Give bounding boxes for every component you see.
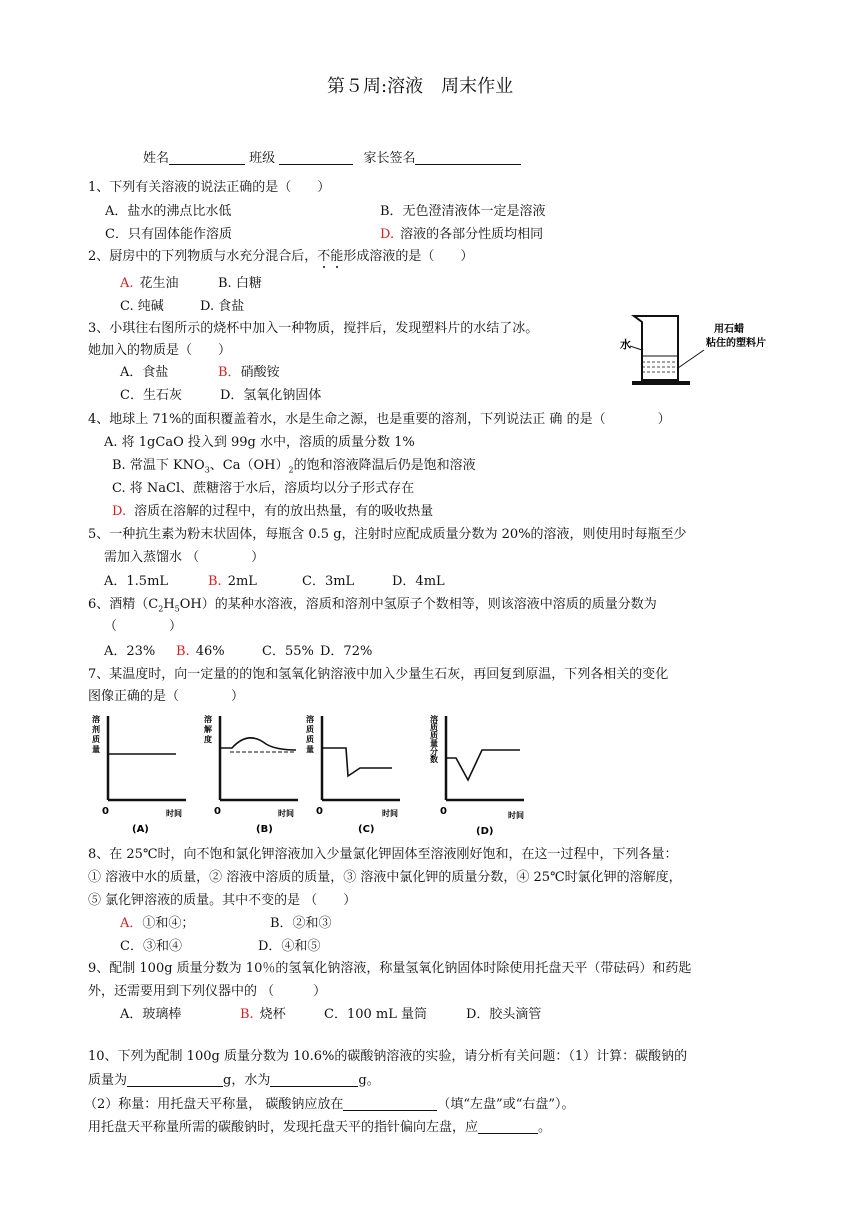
beaker-figure bbox=[612, 312, 790, 392]
name-label: 姓名 bbox=[143, 151, 170, 166]
plastic-sheet bbox=[632, 381, 690, 385]
q9-option-a: A．玻璃棒 bbox=[120, 1007, 182, 1022]
ylabel-char: 溶 bbox=[306, 715, 314, 724]
q10-stem-line1: 10、下列为配制 100g 质量分数为 10.6%的碳酸钠溶液的实验，请分析有关问题：（1）计算：碳酸钠的 bbox=[88, 1049, 688, 1064]
q8-option-d: D．④和⑤ bbox=[258, 939, 321, 954]
graph-d-origin: 0 bbox=[440, 806, 447, 817]
q3-stem-line2: 她加入的物质是（ ） bbox=[88, 343, 232, 358]
q4-b-sub2: 2 bbox=[288, 465, 294, 475]
name-blank[interactable] bbox=[169, 152, 245, 165]
graph-a-caption: (A) bbox=[132, 824, 149, 835]
q6-mid: H bbox=[163, 597, 175, 612]
q4-option-d bbox=[112, 505, 433, 518]
q10-line3 bbox=[84, 1098, 575, 1111]
class-blank[interactable] bbox=[279, 152, 353, 165]
q5-stem-line1: 5、一种抗生素为粉末状固体，每瓶含 0.5 g，注射时应配成质量分数为 20%的溶液，则使用时每瓶至少 bbox=[88, 527, 687, 542]
graph-a-origin: 0 bbox=[102, 806, 109, 817]
q10-l2b: g，水为 bbox=[223, 1073, 271, 1088]
ylabel-char: 度 bbox=[204, 735, 212, 744]
graph-c-origin: 0 bbox=[316, 806, 323, 817]
q1-option-c: C．只有固体能作溶质 bbox=[105, 227, 232, 242]
graph-a-xlabel: 时间 bbox=[166, 809, 182, 818]
q3-option-d: D．氢氧化钠固体 bbox=[220, 388, 322, 403]
ylabel-char: 质 bbox=[430, 723, 438, 732]
q6-pre: 6、酒精（C bbox=[88, 597, 159, 612]
fig-water-label: 水 bbox=[620, 338, 631, 351]
q1-option-b: B．无色澄清液体一定是溶液 bbox=[380, 204, 546, 219]
beaker-outline bbox=[634, 316, 678, 380]
q5-option-a: A．1.5mL bbox=[104, 574, 169, 589]
q9-answer-mark: B. bbox=[240, 1007, 254, 1022]
q7-stem-line2: 图像正确的是（ ） bbox=[88, 689, 245, 704]
q2-option-a-text: 花生油 bbox=[139, 276, 179, 291]
q6-option-b-text: 46% bbox=[195, 644, 225, 659]
sodium-carbonate-mass-blank[interactable] bbox=[127, 1074, 223, 1087]
page-title: 第５周:溶液 周末作业 bbox=[327, 76, 514, 97]
q6-option-d: D．72% bbox=[320, 644, 373, 659]
q10-l4a: 用托盘天平称量所需的碳酸钠时，发现托盘天平的指针偏向左盘，应 bbox=[88, 1120, 479, 1135]
q5-option-d: D．4mL bbox=[392, 574, 445, 589]
q8-stem-line2: ① 溶液中水的质量，② 溶液中溶质的质量，③ 溶液中氯化钾的质量分数，④ 25℃时氯化钾的溶解度， bbox=[88, 870, 682, 885]
q8-answer-mark: A． bbox=[120, 916, 143, 931]
q4-b-sub1: 3 bbox=[204, 465, 210, 475]
q9-option-c: C．100 mL 量筒 bbox=[324, 1007, 427, 1022]
q10-l3b: （填“左盘”或“右盘”）。 bbox=[437, 1097, 575, 1112]
q9-option-b-text: 烧杯 bbox=[259, 1007, 286, 1022]
graph-b-origin: 0 bbox=[214, 806, 221, 817]
graph-d bbox=[429, 714, 524, 837]
q2-stem-a: 2、厨房中的下列物质与水充分混合后， bbox=[88, 249, 318, 264]
q1-option-d-text: 溶液的各部分性质均相同 bbox=[400, 227, 544, 242]
q6-post: OH）的某种水溶液，溶质和溶剂中氢原子个数相等，则该溶液中溶质的质量分数为 bbox=[179, 597, 657, 612]
q5-option-b bbox=[208, 575, 257, 588]
q8-stem-line1: 8、在 25℃时，向不饱和氯化钾溶液加入少量氯化钾固体至溶液刚好饱和，在这一过程中，下列各量： bbox=[88, 847, 678, 862]
water-mass-blank[interactable] bbox=[270, 1074, 358, 1087]
q7-stem-line1: 7、某温度时，向一定量的的饱和氢氧化钠溶液中加入少量生石灰，再回复到原温，下列各相关的变化 bbox=[88, 667, 669, 682]
graph-b-ylabel bbox=[204, 714, 212, 744]
ylabel-char: 溶 bbox=[430, 715, 438, 724]
q9-stem-line2: 外，还需要用到下列仪器中的 （ ） bbox=[88, 984, 327, 999]
ylabel-char: 数 bbox=[430, 755, 438, 764]
q4-option-c: C. 将 NaCl、蔗糖溶于水后，溶质均以分子形式存在 bbox=[112, 481, 415, 496]
ylabel-char: 质 bbox=[92, 735, 100, 744]
q10-line2 bbox=[88, 1074, 380, 1087]
ylabel-char: 剂 bbox=[92, 725, 100, 734]
q2-option-d: D. 食盐 bbox=[200, 299, 245, 314]
graph-b-caption: (B) bbox=[256, 824, 273, 835]
graph-d-ylabel bbox=[429, 714, 438, 764]
adjustment-blank[interactable] bbox=[478, 1121, 538, 1134]
graph-b-xlabel: 时间 bbox=[278, 809, 294, 818]
q8-option-a-text: ①和④； bbox=[142, 916, 195, 931]
q9-option-b bbox=[240, 1008, 286, 1021]
ylabel-char: 解 bbox=[204, 725, 212, 734]
graph-d-curve bbox=[446, 750, 520, 780]
q10-l2c: g。 bbox=[358, 1073, 380, 1088]
q2-emphasis-2: 能 bbox=[330, 249, 344, 264]
q5-option-b-text: 2mL bbox=[227, 574, 257, 589]
ylabel-char: 质 bbox=[306, 735, 314, 744]
q4-option-b bbox=[112, 459, 476, 475]
q6-stem-line1 bbox=[88, 598, 657, 614]
q2-option-b: B. 白糖 bbox=[218, 276, 262, 291]
q3-option-c: C．生石灰 bbox=[120, 388, 182, 403]
q4-b-post: 的饱和溶液降温后仍是饱和溶液 bbox=[293, 458, 476, 473]
q5-option-c: C．3mL bbox=[302, 574, 355, 589]
q4-option-a: A. 将 1gCaO 投入到 99g 水中，溶质的质量分数 1% bbox=[104, 435, 415, 450]
q10-line4 bbox=[88, 1121, 551, 1134]
q6-option-c: C．55% bbox=[262, 644, 314, 659]
ylabel-char: 溶 bbox=[92, 715, 100, 724]
ylabel-char: 分 bbox=[430, 747, 438, 756]
ylabel-char: 质 bbox=[430, 731, 438, 740]
graph-a-ylabel bbox=[92, 714, 100, 754]
graph-d-caption: (D) bbox=[476, 826, 494, 837]
q3-option-a: A．食盐 bbox=[120, 365, 169, 380]
ylabel-char: 质 bbox=[306, 725, 314, 734]
q4-b-pre: B. 常温下 KNO bbox=[112, 458, 205, 473]
class-label: 班级 bbox=[249, 151, 276, 166]
pan-side-blank[interactable] bbox=[343, 1098, 437, 1111]
graph-c bbox=[306, 714, 400, 835]
q4-answer-mark: D. bbox=[112, 504, 127, 519]
q2-answer-mark: A. bbox=[120, 276, 134, 291]
graph-c-caption: (C) bbox=[358, 824, 375, 835]
q10-l4b: 。 bbox=[538, 1120, 552, 1135]
q9-option-d: D．胶头滴管 bbox=[466, 1007, 542, 1022]
q2-stem-b: 形成溶液的是（ ） bbox=[343, 249, 474, 264]
parent-signature-blank[interactable] bbox=[415, 152, 521, 165]
q1-stem: 1、下列有关溶液的说法正确的是（ ） bbox=[88, 180, 331, 195]
q3-answer-mark: B． bbox=[218, 365, 241, 380]
graph-b-curve bbox=[220, 738, 296, 750]
q1-answer-mark: D. bbox=[380, 227, 395, 242]
q10-l3a: （2）称量：用托盘天平称量， 碳酸钠应放在 bbox=[84, 1097, 344, 1112]
q5-answer-mark: B. bbox=[208, 574, 222, 589]
q1-option-d bbox=[380, 228, 543, 241]
q3-option-b bbox=[218, 366, 280, 379]
q4-option-d-text: 溶质在溶解的过程中，有的放出热量，有的吸收热量 bbox=[134, 504, 434, 519]
ylabel-char: 量 bbox=[306, 745, 314, 754]
q6-paren: （ ） bbox=[104, 619, 183, 634]
q4-stem: 4、地球上 71%的面积覆盖着水，水是生命之源，也是重要的溶剂，下列说法正 确 的是（ ） bbox=[88, 412, 671, 427]
graph-c-ylabel bbox=[306, 714, 314, 754]
q3-stem-line1: 3、小琪往右图所示的烧杯中加入一种物质，搅拌后，发现塑料片的水结了冰。 bbox=[88, 321, 539, 336]
ylabel-char: 溶 bbox=[204, 715, 212, 724]
q2-option-a bbox=[120, 277, 179, 290]
q5-stem-line2: 需加入蒸馏水 （ ） bbox=[104, 550, 265, 565]
graph-c-curve bbox=[322, 748, 392, 776]
graph-d-xlabel: 时间 bbox=[508, 811, 524, 820]
fig-note-line1: 用石蜡 bbox=[714, 324, 744, 335]
q6-answer-mark: B. bbox=[176, 644, 190, 659]
q10-l2a: 质量为 bbox=[88, 1073, 128, 1088]
q2-option-c: C. 纯碱 bbox=[120, 299, 164, 314]
q1-option-a: A．盐水的沸点比水低 bbox=[105, 204, 232, 219]
graph-b bbox=[204, 714, 298, 835]
ylabel-char: 量 bbox=[430, 739, 438, 748]
q2-emphasis-1: 不 bbox=[317, 249, 331, 264]
fig-note-line2: 粘住的塑料片 bbox=[706, 338, 766, 349]
q6-sub1: 2 bbox=[158, 604, 164, 614]
graph-a bbox=[92, 714, 186, 835]
ylabel-char: 量 bbox=[92, 745, 100, 754]
q9-stem-line1: 9、配制 100g 质量分数为 10％的氢氧化钠溶液，称量氢氧化钠固体时除使用托盘天平（带砝码）和药匙 bbox=[88, 961, 692, 976]
q6-sub2: 5 bbox=[174, 604, 180, 614]
graph-c-xlabel: 时间 bbox=[382, 809, 398, 818]
q8-stem-line3: ⑤ 氯化钾溶液的质量。其中不变的是 （ ） bbox=[88, 893, 357, 908]
student-info-line bbox=[143, 152, 521, 165]
parent-signature-label: 家长签名 bbox=[363, 151, 416, 166]
q8-option-c: C．③和④ bbox=[120, 939, 182, 954]
q6-option-b bbox=[176, 645, 225, 658]
q2-stem bbox=[88, 250, 473, 263]
q8-option-b: B．②和③ bbox=[270, 916, 332, 931]
q6-option-a: A．23% bbox=[104, 644, 156, 659]
q8-option-a bbox=[120, 917, 194, 930]
q7-graphs bbox=[90, 708, 540, 838]
q4-b-mid: 、Ca（OH） bbox=[209, 458, 289, 473]
q3-option-b-text: 硝酸铵 bbox=[240, 365, 280, 380]
